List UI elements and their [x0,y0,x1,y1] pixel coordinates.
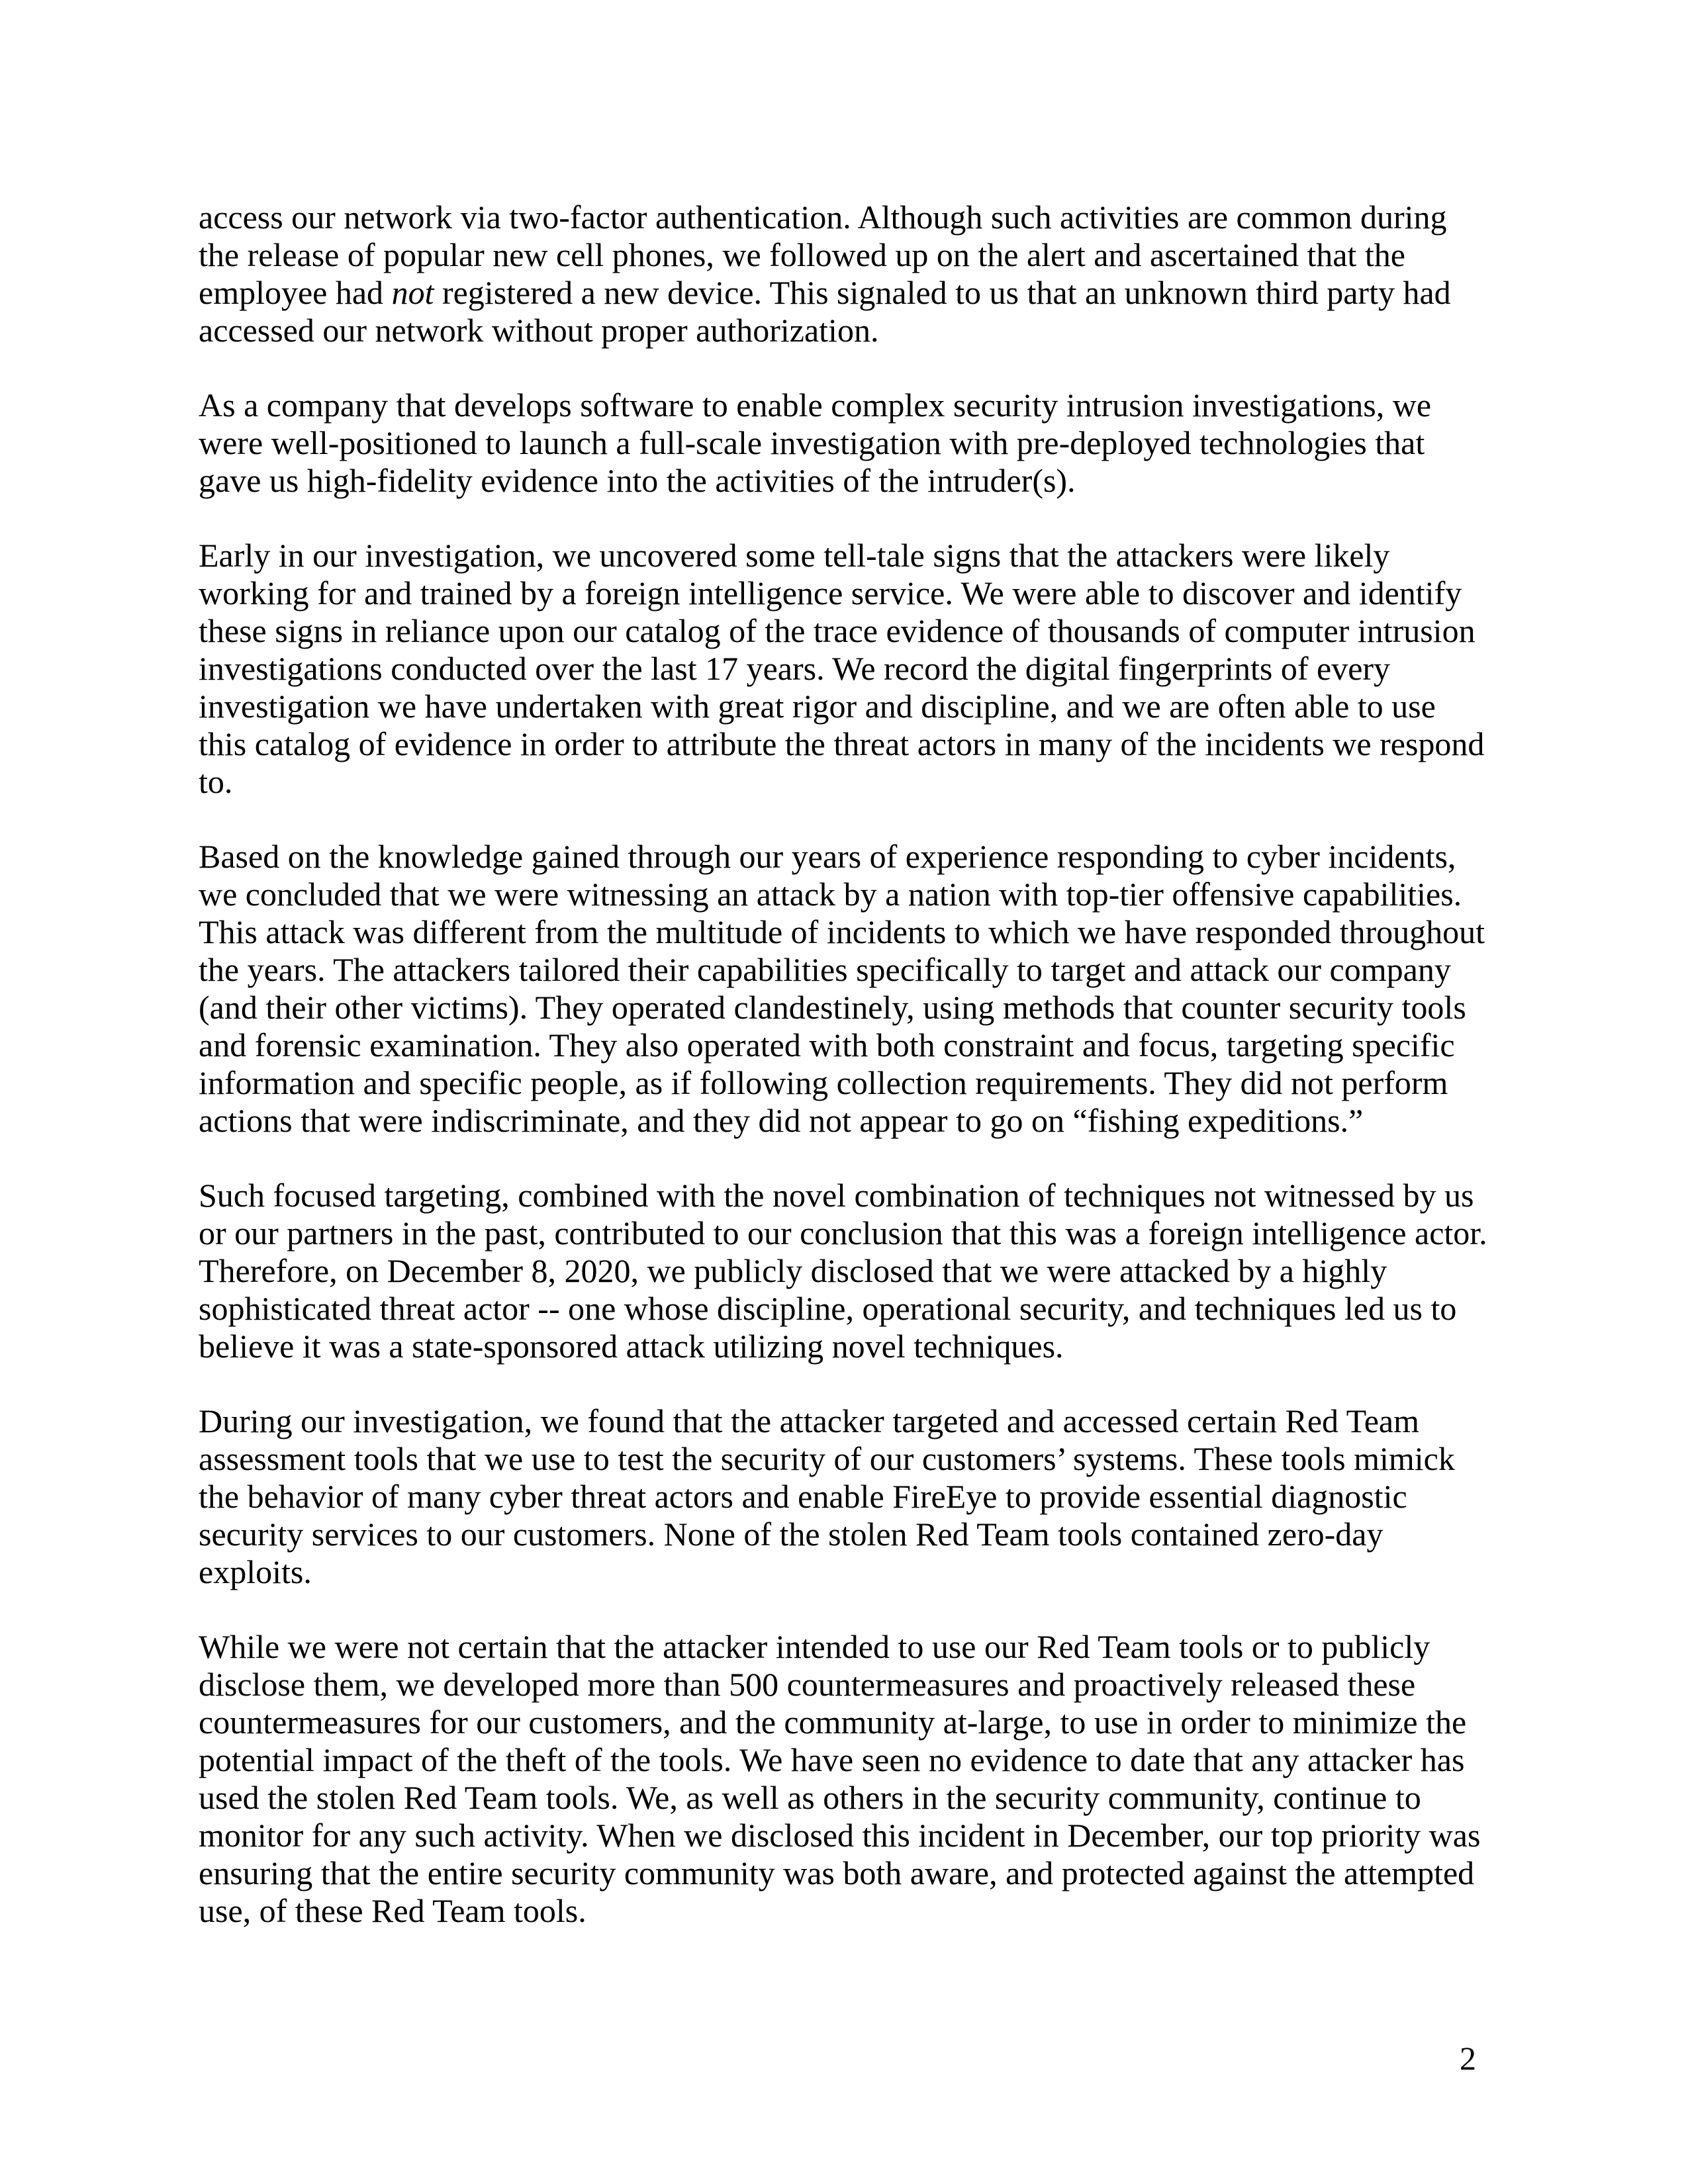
text-line: used the stolen Red Team tools. We, as well as others in the security community, continue to [199,1779,1421,1816]
text-line: access our network via two-factor authentication. Although such activities are common during [199,199,1447,236]
text-line: we concluded that we were witnessing an attack by a nation with top-tier offensive capabilities. [199,876,1462,913]
page-number: 2 [1460,2040,1476,2077]
text-line: information and specific people, as if following collection requirements. They did not perform [199,1064,1448,1101]
text-line: the years. The attackers tailored their capabilities specifically to target and attack our company [199,951,1451,988]
text-line: countermeasures for our customers, and the community at-large, to use in order to minimize the [199,1704,1467,1741]
text-line: Based on the knowledge gained through our years of experience responding to cyber incidents, [199,838,1456,875]
text-line: disclose them, we developed more than 500 countermeasures and proactively released these [199,1666,1416,1703]
text-line: (and their other victims). They operated clandestinely, using methods that counter security tools [199,989,1466,1026]
paragraph-countermeasures [199,1628,1496,1930]
paragraph-early-investigation [199,537,1496,801]
text-line: During our investigation, we found that the attacker targeted and accessed certain Red Team [199,1402,1419,1439]
text-line: believe it was a state-sponsored attack utilizing novel techniques. [199,1328,1064,1365]
text-line: security services to our customers. None of the stolen Red Team tools contained zero-day [199,1516,1383,1553]
paragraph-red-team-tools [199,1402,1496,1591]
text-line: gave us high-fidelity evidence into the activities of the intruder(s). [199,462,1076,499]
text-run: registered a new device. This signaled to us that an unknown third party had [434,274,1451,311]
text-line: potential impact of the theft of the tools. We have seen no evidence to date that any attacker has [199,1741,1465,1778]
text-line: This attack was different from the multitude of incidents to which we have responded throughout [199,913,1485,950]
text-line: monitor for any such activity. When we disclosed this incident in December, our top priority was [199,1817,1481,1854]
text-line: to. [199,763,233,800]
text-line: the behavior of many cyber threat actors and enable FireEye to provide essential diagnostic [199,1478,1407,1515]
text-line: or our partners in the past, contributed to our conclusion that this was a foreign intelligence actor. [199,1214,1487,1251]
document-body [199,199,1496,1967]
text-line: and forensic examination. They also operated with both constraint and focus, targeting specific [199,1026,1455,1064]
text-line: investigation we have undertaken with great rigor and discipline, and we are often able to use [199,688,1436,725]
text-line: use, of these Red Team tools. [199,1892,586,1929]
text-line: assessment tools that we use to test the security of our customers’ systems. These tools mimick [199,1440,1455,1477]
text-line: sophisticated threat actor -- one whose discipline, operational security, and techniques led us to [199,1290,1457,1327]
paragraph-nation-attack [199,838,1496,1140]
text-line: these signs in reliance upon our catalog of the trace evidence of thousands of computer intrusion [199,612,1476,649]
paragraph-company-position [199,387,1496,500]
emphasis-not: not [391,274,434,311]
text-line: Such focused targeting, combined with the novel combination of techniques not witnessed by us [199,1177,1474,1214]
text-run: employee had [199,274,392,311]
paragraph-public-disclosure [199,1177,1496,1365]
text-line: Early in our investigation, we uncovered some tell-tale signs that the attackers were likely [199,537,1390,574]
text-line: Therefore, on December 8, 2020, we publicly disclosed that we were attacked by a highly [199,1252,1387,1289]
text-line: the release of popular new cell phones, we followed up on the alert and ascertained that the [199,236,1405,273]
text-line: exploits. [199,1553,312,1590]
paragraph-unauthorized-access [199,199,1496,349]
text-line: this catalog of evidence in order to attribute the threat actors in many of the incidents we respond [199,725,1485,762]
text-line: accessed our network without proper authorization. [199,312,879,349]
text-line [199,274,1496,312]
text-line: working for and trained by a foreign intelligence service. We were able to discover and identify [199,574,1462,612]
text-line: As a company that develops software to enable complex security intrusion investigations, we [199,387,1432,424]
text-line: investigations conducted over the last 17 years. We record the digital fingerprints of every [199,650,1391,687]
text-line: actions that were indiscriminate, and they did not appear to go on “fishing expeditions.” [199,1102,1364,1139]
text-line: While we were not certain that the attacker intended to use our Red Team tools or to publicly [199,1628,1430,1665]
text-line: ensuring that the entire security community was both aware, and protected against the attempted [199,1854,1475,1891]
text-line: were well-positioned to launch a full-scale investigation with pre-deployed technologies that [199,424,1425,461]
